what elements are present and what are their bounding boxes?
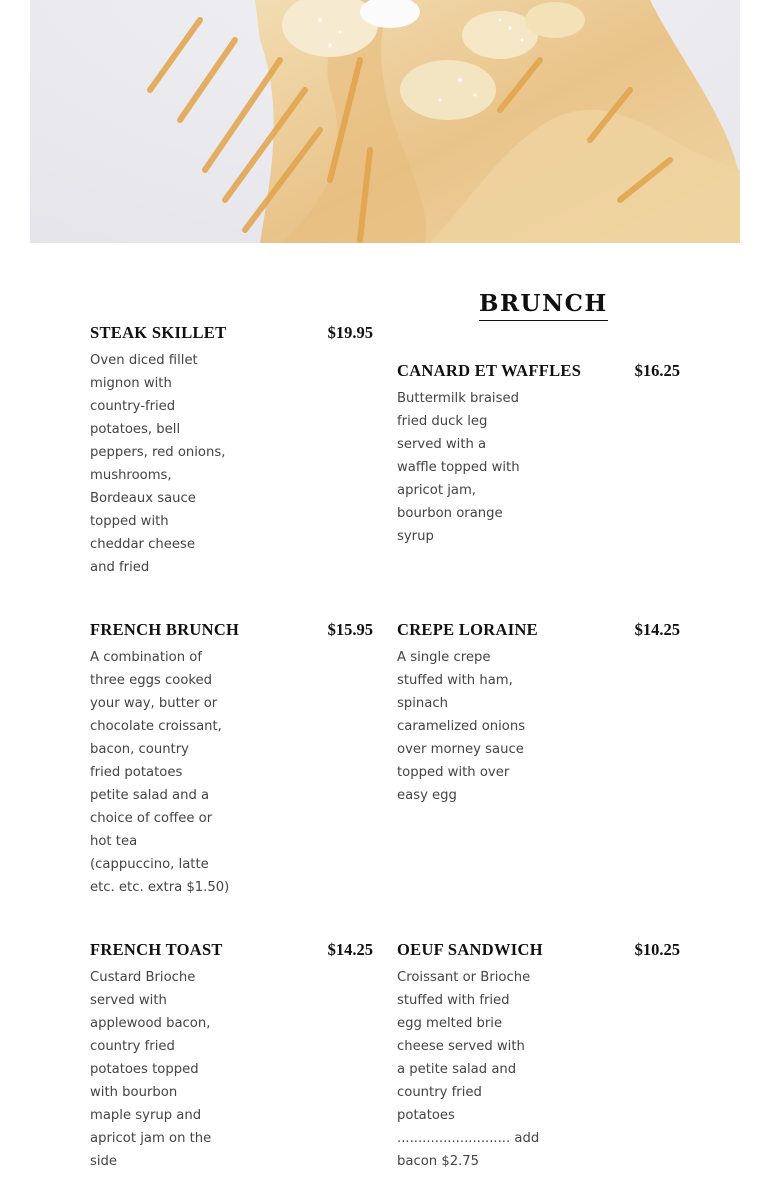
- item-name: CREPE LORAINE: [397, 620, 538, 639]
- item-description: Buttermilk braised fried duck leg served with a waffle topped with apricot jam, bourbon orange syrup: [397, 391, 520, 544]
- section-title: BRUNCH: [479, 290, 608, 321]
- item-name: FRENCH TOAST: [90, 940, 223, 959]
- item-description: Custard Brioche served with applewood bacon, country fried potatoes topped with bourbon maple syrup and apricot jam on the side: [90, 970, 212, 1169]
- item-description: A single crepe stuffed with ham, spinach caramelized onions over morney sauce topped with over easy egg: [397, 650, 526, 803]
- item-name: CANARD ET WAFFLES: [397, 361, 582, 380]
- item-name: OEUF SANDWICH: [397, 940, 543, 959]
- item-description: A combination of three eggs cooked your way, butter or chocolate croissant, bacon, country fried potatoes petite salad and a choice of coffee or hot tea (cappuccino, latte etc. etc. extra $1.50): [90, 650, 230, 895]
- item-name: STEAK SKILLET: [90, 323, 227, 342]
- item-description: Oven diced fillet mignon with country-fried potatoes, bell peppers, red onions, mushrooms, Bordeaux sauce topped with cheddar cheese and fried: [90, 353, 226, 575]
- item-price: $15.95: [327, 620, 373, 639]
- item-price: $14.25: [634, 620, 680, 639]
- item-price: $14.25: [327, 940, 373, 959]
- hero-food-image: [30, 0, 740, 243]
- item-price: $16.25: [634, 361, 680, 380]
- item-description: Croissant or Brioche stuffed with fried egg melted brie cheese served with a petite salad and country fried potatoes ........................... add bacon $2.75: [397, 970, 540, 1169]
- item-price: $19.95: [327, 323, 373, 342]
- item-price: $10.25: [634, 940, 680, 959]
- item-name: FRENCH BRUNCH: [90, 620, 240, 639]
